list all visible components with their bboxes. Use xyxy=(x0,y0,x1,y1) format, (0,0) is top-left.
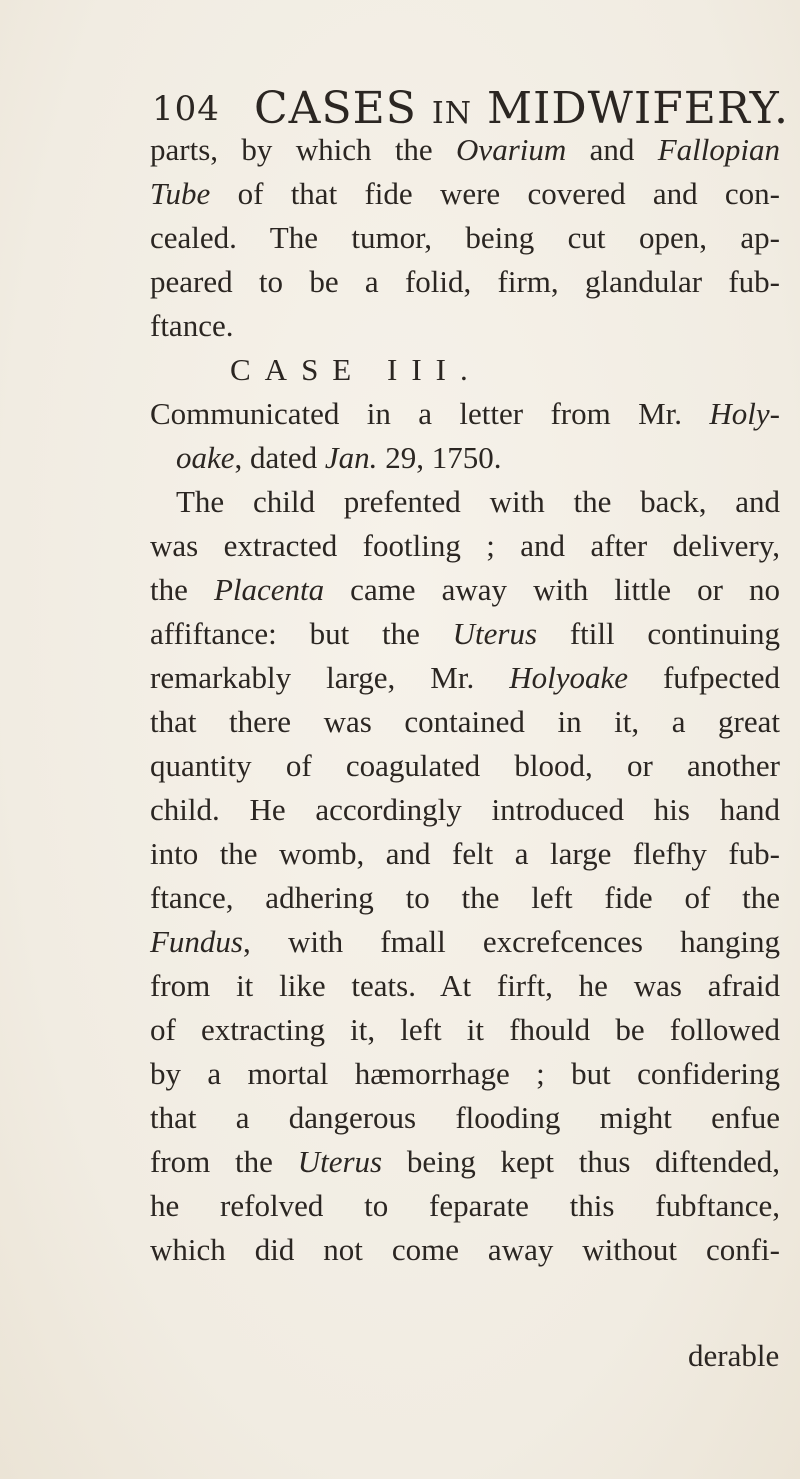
text-line: peared to be a folid, firm, glandular fub- xyxy=(150,264,780,299)
text-line: The child prefented with the back, and xyxy=(176,484,780,519)
case-heading: CASE III. xyxy=(230,352,482,387)
text-line: ftance, adhering to the left fide of the xyxy=(150,880,780,915)
text-line: into the womb, and felt a large flefhy fub- xyxy=(150,836,780,871)
text-line: which did not come away without confi- xyxy=(150,1232,780,1267)
text-line: cealed. The tumor, being cut open, ap- xyxy=(150,220,780,255)
text-line: was extracted footling ; and after delivery, xyxy=(150,528,780,563)
text-line: remarkably large, Mr. Holyoake fufpected xyxy=(150,660,780,695)
text-line: that there was contained in it, a great xyxy=(150,704,780,739)
text-line: oake, dated Jan. 29, 1750. xyxy=(176,440,502,475)
page-number: 104 xyxy=(152,89,220,129)
text-line: Fundus, with fmall excrefcences hanging xyxy=(150,924,780,959)
text-line: from the Uterus being kept thus diftended, xyxy=(150,1144,780,1179)
text-line: from it like teats. At firft, he was afraid xyxy=(150,968,780,1003)
text-line: affiftance: but the Uterus ftill continuing xyxy=(150,616,781,651)
text-line: Communicated in a letter from Mr. Holy- xyxy=(150,396,780,431)
body-text xyxy=(150,128,780,1272)
text-line: child. He accordingly introduced his hand xyxy=(150,792,780,827)
text-line: of extracting it, left it fhould be followed xyxy=(150,1012,780,1047)
text-line: by a mortal hæmorrhage ; but confidering xyxy=(150,1056,780,1091)
text-line: he refolved to feparate this fubftance, xyxy=(150,1188,780,1223)
text-line: ftance. xyxy=(150,308,234,343)
catchword: derable xyxy=(688,1338,780,1373)
text-line: parts, by which the Ovarium and Fallopian xyxy=(150,132,781,167)
text-line: quantity of coagulated blood, or another xyxy=(150,748,780,783)
text-line: the Placenta came away with little or no xyxy=(150,572,781,607)
text-line: Tube of that fide were covered and con- xyxy=(150,176,780,211)
running-title: CASES IN MIDWIFERY. xyxy=(254,83,790,134)
text-line: that a dangerous flooding might enfue xyxy=(150,1100,780,1135)
